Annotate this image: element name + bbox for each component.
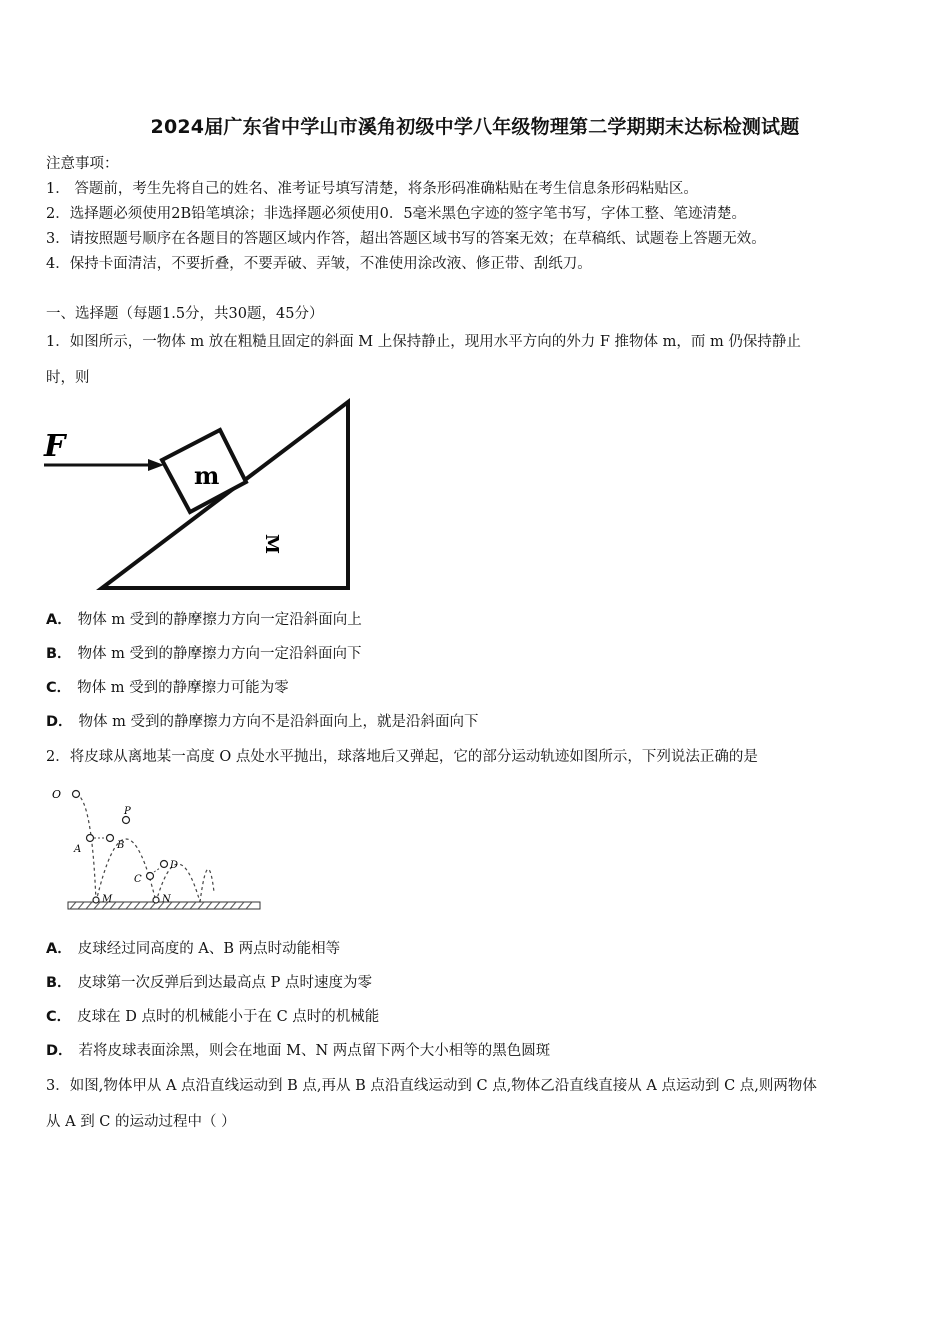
point-d bbox=[161, 861, 168, 868]
option-text: 物体 m 受到的静摩擦力方向一定沿斜面向上 bbox=[77, 612, 362, 628]
point-o bbox=[73, 791, 80, 798]
option-text: 物体 m 受到的静摩擦力可能为零 bbox=[77, 680, 289, 696]
question-3-stem-line2: 从 A 到 C 的运动过程中（ ） bbox=[46, 1114, 236, 1130]
label-a: A bbox=[74, 844, 82, 855]
page-title: 2024届广东省中学山市溪角初级中学八年级物理第二学期期末达标检测试题 bbox=[150, 116, 800, 138]
notice-item-1: 1． 答题前，考生先将自己的姓名、准考证号填写清楚，将条形码准确粘贴在考生信息条形码粘贴区。 bbox=[46, 181, 698, 197]
option-letter: C． bbox=[46, 680, 72, 696]
notice-item-2: 2．选择题必须使用2B铅笔填涂；非选择题必须使用0．5毫米黑色字迹的签字笔书写，字体工整、笔迹清楚。 bbox=[46, 206, 747, 222]
option-letter: B． bbox=[46, 975, 72, 991]
option-text: 皮球经过同高度的 A、B 两点时动能相等 bbox=[77, 941, 341, 957]
block-label: m bbox=[194, 461, 220, 490]
question-2-option-a bbox=[46, 937, 340, 958]
incline-label: M bbox=[261, 534, 282, 554]
option-text: 皮球在 D 点时的机械能小于在 C 点时的机械能 bbox=[77, 1009, 380, 1025]
question-2-option-d bbox=[46, 1039, 550, 1060]
option-text: 皮球第一次反弹后到达最高点 P 点时速度为零 bbox=[77, 975, 373, 991]
label-n: N bbox=[162, 894, 171, 905]
trajectory-arc-4 bbox=[200, 869, 214, 902]
question-1-stem-line2: 时，则 bbox=[46, 370, 90, 386]
bounce-figure bbox=[48, 782, 264, 914]
incline-figure bbox=[40, 398, 360, 594]
question-1-option-c bbox=[46, 676, 289, 697]
option-text: 物体 m 受到的静摩擦力方向不是沿斜面向上，就是沿斜面向下 bbox=[78, 714, 479, 730]
option-text: 若将皮球表面涂黑，则会在地面 M、N 两点留下两个大小相等的黑色圆斑 bbox=[78, 1043, 551, 1059]
point-n bbox=[153, 897, 159, 903]
label-b: B bbox=[117, 840, 125, 851]
option-letter: C． bbox=[46, 1009, 72, 1025]
point-b bbox=[107, 835, 114, 842]
notice-item-4: 4．保持卡面清洁，不要折叠，不要弄破、弄皱，不准使用涂改液、修正带、刮纸刀。 bbox=[46, 256, 592, 272]
option-letter: A． bbox=[46, 612, 72, 628]
point-p bbox=[123, 817, 130, 824]
question-1-stem-line1: 1．如图所示，一物体 m 放在粗糙且固定的斜面 M 上保持静止，现用水平方向的外力 F 推物体 m，而 m 仍保持静止 bbox=[46, 334, 801, 350]
notice-heading: 注意事项： bbox=[46, 156, 119, 172]
point-a bbox=[87, 835, 94, 842]
option-letter: B． bbox=[46, 646, 72, 662]
label-o: O bbox=[52, 788, 62, 801]
option-letter: A． bbox=[46, 941, 72, 957]
question-1-option-b bbox=[46, 642, 362, 663]
notice-item-3: 3．请按照题号顺序在各题目的答题区域内作答，超出答题区域书写的答案无效；在草稿纸、试题卷上答题无效。 bbox=[46, 231, 766, 247]
force-label: F bbox=[44, 429, 66, 464]
section-header: 一、选择题（每题1.5分，共30题，45分） bbox=[46, 306, 324, 322]
question-2-option-c bbox=[46, 1005, 379, 1026]
question-2-option-b bbox=[46, 971, 372, 992]
question-1-option-d bbox=[46, 710, 479, 731]
option-letter: D． bbox=[46, 1043, 73, 1059]
trajectory-arc-2 bbox=[96, 839, 156, 902]
question-2-stem: 2．将皮球从离地某一高度 O 点处水平抛出，球落地后又弹起，它的部分运动轨迹如图所示，下列说法正确的是 bbox=[46, 749, 758, 765]
label-p: P bbox=[124, 806, 131, 817]
label-c: C bbox=[134, 874, 142, 885]
point-m bbox=[93, 897, 99, 903]
question-3-stem-line1: 3．如图,物体甲从 A 点沿直线运动到 B 点,再从 B 点沿直线运动到 C 点,物体乙沿直线直接从 A 点运动到 C 点,则两物体 bbox=[46, 1078, 817, 1094]
label-d: D bbox=[170, 860, 179, 871]
label-m: M bbox=[102, 894, 113, 905]
option-letter: D． bbox=[46, 714, 73, 730]
cd-connector bbox=[154, 868, 160, 872]
option-text: 物体 m 受到的静摩擦力方向一定沿斜面向下 bbox=[77, 646, 362, 662]
point-c bbox=[147, 873, 154, 880]
question-1-option-a bbox=[46, 608, 362, 629]
